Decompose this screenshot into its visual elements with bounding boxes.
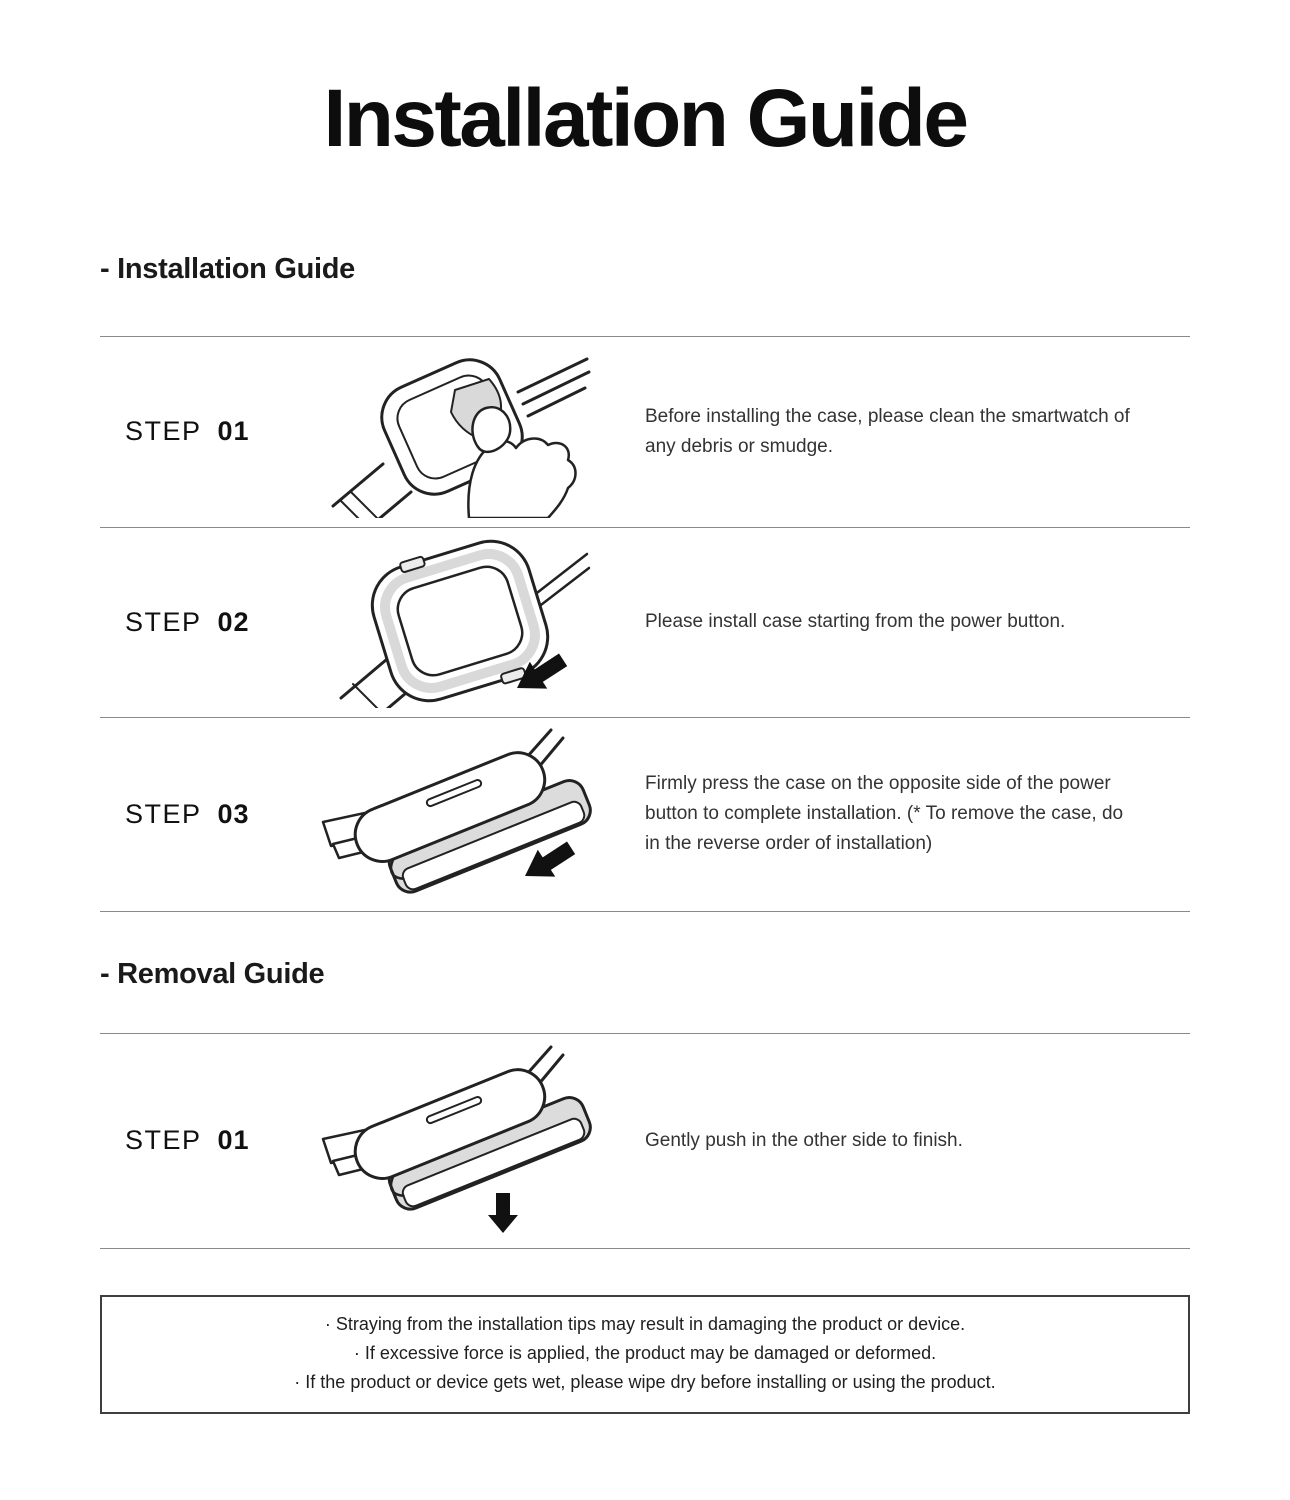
install-case-illustration xyxy=(305,536,605,708)
step-row-install-02 xyxy=(100,527,1190,717)
press-case-svg xyxy=(313,726,597,902)
step-word: STEP xyxy=(125,606,202,637)
step-description: Please install case starting from the power button. xyxy=(645,611,1066,633)
removal-steps xyxy=(100,1033,1190,1249)
step-row-removal-01 xyxy=(100,1034,1190,1248)
section-heading-removal: - Removal Guide xyxy=(100,957,325,990)
note-line: · If excessive force is applied, the product may be damaged or deformed. xyxy=(353,1342,937,1363)
install-case-svg xyxy=(319,536,591,708)
push-other-side-svg xyxy=(313,1043,597,1239)
note-line: · If the product or device gets wet, please wipe dry before installing or using the product. xyxy=(294,1371,996,1392)
step-description: Gently push in the other side to finish. xyxy=(645,1129,963,1151)
push-other-side-illustration xyxy=(305,1043,605,1239)
step-row-install-01 xyxy=(100,337,1190,527)
step-label xyxy=(100,607,305,638)
content xyxy=(100,253,1190,1249)
clean-smartwatch-illustration xyxy=(305,346,605,518)
note-line: · Straying from the installation tips may result in damaging the product or device. xyxy=(324,1313,966,1334)
step-number: 01 xyxy=(217,416,250,447)
step-row-install-03 xyxy=(100,717,1190,911)
press-case-illustration xyxy=(305,726,605,902)
section-heading-installation: - Installation Guide xyxy=(100,252,356,285)
step-word: STEP xyxy=(125,798,202,829)
caution-notes-box xyxy=(100,1295,1190,1414)
step-label xyxy=(100,416,305,447)
page-title: Installation Guide xyxy=(323,73,967,164)
step-word: STEP xyxy=(125,1125,202,1156)
step-description: Before installing the case, please clean the smartwatch of any debris or smudge. xyxy=(645,405,1130,457)
step-number: 01 xyxy=(217,1125,250,1156)
step-word: STEP xyxy=(125,416,202,447)
step-number: 03 xyxy=(217,798,250,829)
step-number: 02 xyxy=(217,606,250,637)
step-description: Firmly press the case on the opposite side of the power button to complete installation. (* To remove the case, do in the reverse order of installation) xyxy=(645,773,1124,855)
installation-steps xyxy=(100,336,1190,912)
step-label xyxy=(100,799,305,830)
step-label xyxy=(100,1125,305,1156)
arrow-down-icon xyxy=(488,1193,518,1233)
clean-smartwatch-svg xyxy=(319,346,591,518)
